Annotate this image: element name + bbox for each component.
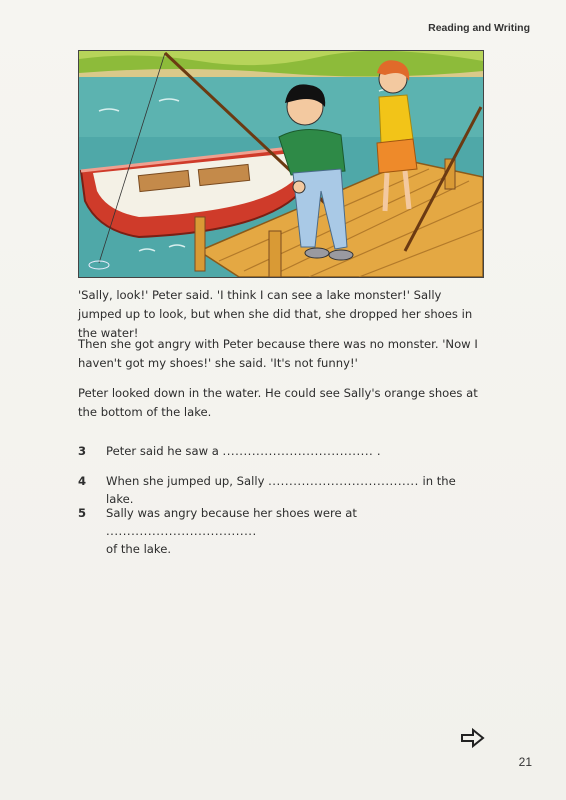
story-illustration <box>78 50 484 278</box>
question-prompt: Peter said he saw a <box>106 444 219 458</box>
question-end: . <box>376 444 381 458</box>
story-paragraph: Peter looked down in the water. He could see Sally's orange shoes at the bottom of the lake. <box>78 386 478 419</box>
section-title: Reading and Writing <box>428 22 530 34</box>
answer-blank[interactable]: .................................... <box>222 444 374 458</box>
answer-blank[interactable]: .................................... <box>268 474 419 488</box>
page-number: 21 <box>518 755 532 769</box>
question-prompt: When she jumped up, Sally <box>106 474 265 488</box>
story-paragraph: Then she got angry with Peter because there was no monster. 'Now I haven't got my shoes!' she said. 'It's not funny!' <box>78 337 478 370</box>
answer-blank[interactable]: .................................... <box>106 524 257 538</box>
arrow-right-outline-icon[interactable] <box>460 727 486 749</box>
story-paragraph: 'Sally, look!' Peter said. 'I think I can see a lake monster!' Sally jumped up to look, but when she did that, she dropped her shoes in the water! <box>78 288 473 340</box>
question-number: 5 <box>78 506 87 520</box>
question-prompt: Sally was angry because her shoes were at <box>106 506 357 520</box>
question-number: 3 <box>78 444 87 458</box>
question-number: 4 <box>78 474 87 488</box>
question-end: of the lake. <box>106 542 172 556</box>
question-end: in the lake. <box>106 474 456 506</box>
